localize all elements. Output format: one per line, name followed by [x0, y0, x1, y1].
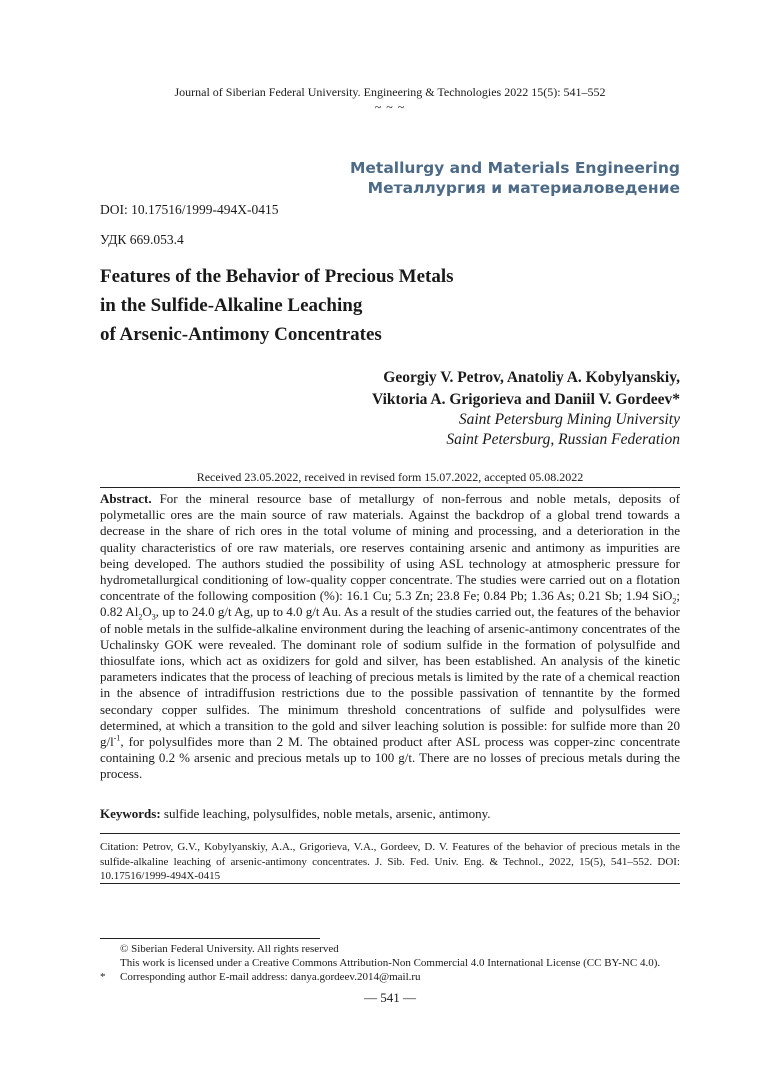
footnote-star-mark: * — [100, 971, 106, 983]
keywords-text: sulfide leaching, polysulfides, noble metals, arsenic, antimony. — [160, 806, 491, 821]
footnote-copyright: © Siberian Federal University. All rights reserved — [120, 943, 339, 955]
affiliation — [446, 410, 680, 450]
abstract-text-4: , up to 24.0 g/t Ag, up to 4.0 g/t Au. As a result of the studies carried out, the features of the behavior of noble metals in the sulfide-alkaline environment during the leaching of arsenic-antimony concentrates of the Uchalinsky GOK were revealed. The dominant role of sodium sulfide in the formation of polysulfide and thiosulfate ions, which act as oxidizers for gold and silver, has been established. An analysis of the kinetic parameters indicates that the process of leaching of precious metals is limited by the rate of a chemical reaction in the absence of intradiffusion restrictions due to the possible passivation of tennantite by the formed secondary copper sulfides. The minimum threshold concentrations of sulfide and polysulfides were determined, at which a transition to the gold and silver leaching solution is possible: for sulfide more than 20 g/l — [100, 604, 680, 750]
affiliation-line-1: Saint Petersburg Mining University — [458, 411, 680, 428]
affiliation-line-2: Saint Petersburg, Russian Federation — [446, 431, 680, 448]
abstract-text-1: For the mineral resource base of metallurgy of non-ferrous and noble metals, deposits of polymetallic ores are the main source of raw materials. Against the backdrop of a global trend towards a decrease in the share of rich ores in the total volume of mining and processing, and a deterioration in the quality characteristics of ore raw materials, ore reserves containing arsenic and antimony as impurities are being developed. The authors studied the possibility of using ASL technology at atmospheric pressure for hydrometallurgical conditioning of low-quality copper concentrate. The studies were carried out on a flotation concentrate of the following composition (%): 16.1 Cu; 5.3 Zn; 23.8 Fe; 0.84 Pb; 1.36 As; 0.21 Sb; 1.94 SiO — [100, 491, 680, 604]
abstract-text-2: ; 0.82 Al — [100, 588, 680, 620]
abstract-sub-3: 3 — [151, 613, 156, 623]
page-number: — 541 — — [364, 990, 416, 1005]
abstract-text-5: , for polysulfides more than 2 M. The obtained product after ASL process was copper-zinc concentrate containing 0.2 % arsenic and precious metals up to 100 g/t. There are no losses of precious metals during the process. — [100, 734, 680, 782]
title-line-2: in the Sulfide-Alkaline Leaching — [100, 295, 363, 316]
abstract — [100, 491, 680, 783]
footnote-rule — [100, 938, 320, 939]
keywords-label: Keywords: — [100, 806, 161, 821]
received-dates: Received 23.05.2022, received in revised form 15.07.2022, accepted 05.08.2022 — [196, 470, 584, 484]
title-line-1: Features of the Behavior of Precious Metals — [100, 266, 454, 287]
section-heading — [350, 158, 680, 198]
abstract-label: Abstract. — [100, 491, 152, 506]
abstract-top-rule — [100, 487, 680, 488]
abstract-sup-1: -1 — [113, 733, 121, 743]
section-heading-en: Metallurgy and Materials Engineering — [349, 159, 680, 177]
footnote-corresponding-author: Corresponding author E-mail address: danya.gordeev.2014@mail.ru — [120, 971, 421, 983]
section-heading-ru: Металлургия и материаловедение — [367, 179, 680, 197]
authors-line-2: Viktoria A. Grigorieva and Daniil V. Gordeev* — [372, 391, 680, 408]
abstract-text-3: O — [142, 604, 152, 620]
header-ornament: ~ ~ ~ — [374, 100, 406, 114]
udk-code: УДК 669.053.4 — [100, 232, 184, 247]
citation: Citation: Petrov, G.V., Kobylyanskiy, A.A., Grigorieva, V.A., Gordeev, D. V. Features of the behavior of precious metals in the sulfide-alkaline leaching of arsenic-antimony concentrates. J. Sib. Fed. Univ. Eng. & Technol., 2022, 15(5), 541–552. DOI: 10.17516/1999-494X-0415 — [100, 841, 680, 882]
citation-top-rule — [100, 833, 680, 834]
title-line-3: of Arsenic-Antimony Concentrates — [100, 324, 382, 345]
footnote-license: This work is licensed under a Creative Commons Attribution-Non Commercial 4.0 International License (CC BY-NC 4.0). — [120, 957, 661, 969]
authors — [372, 367, 680, 411]
abstract-sub-2: 2 — [138, 613, 143, 623]
keywords — [100, 806, 680, 822]
citation-bottom-rule — [100, 883, 680, 884]
paper-title — [100, 262, 454, 349]
doi[interactable]: DOI: 10.17516/1999-494X-0415 — [100, 202, 279, 217]
authors-line-1: Georgiy V. Petrov, Anatoliy A. Kobylyanskiy, — [383, 369, 680, 386]
journal-header: Journal of Siberian Federal University. Engineering & Technologies 2022 15(5): 541–552 — [174, 85, 606, 99]
abstract-sub-1: 2 — [672, 596, 677, 606]
